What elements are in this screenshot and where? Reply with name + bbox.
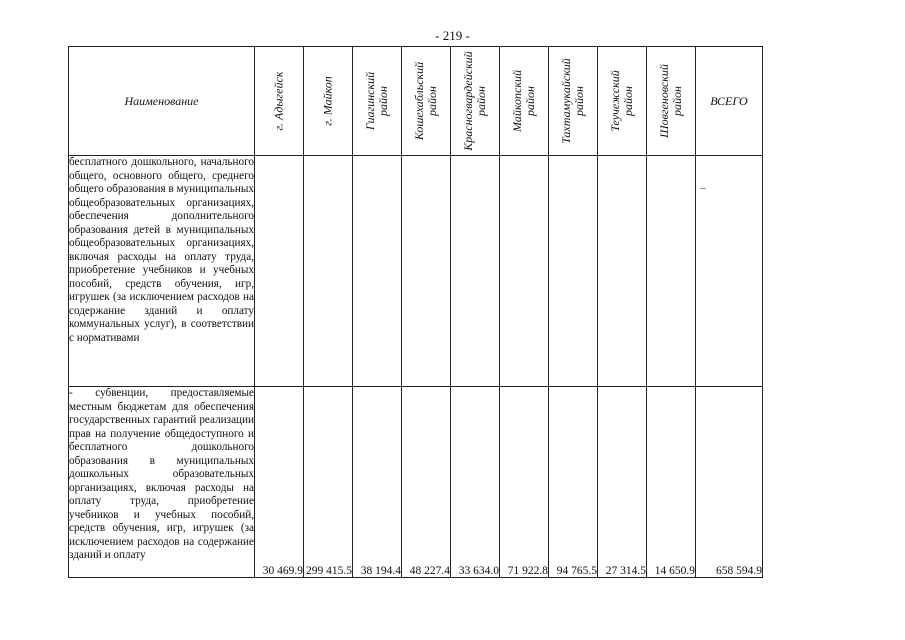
value-cell	[598, 156, 647, 387]
column-header-maykop-city	[304, 47, 353, 156]
total-cell	[696, 156, 763, 387]
page-number: - 219 -	[435, 28, 470, 43]
column-header-label: г. Адыгейск	[271, 71, 286, 131]
value-cell	[549, 156, 598, 387]
value-cell: 33 634.0	[451, 387, 500, 578]
column-header-teuchezhsky	[598, 47, 647, 156]
table-row	[69, 156, 763, 387]
value-cell	[647, 156, 696, 387]
column-header-name: Наименование	[69, 47, 255, 156]
table-header-row	[69, 47, 763, 156]
value-cell	[500, 156, 549, 387]
budget-table	[68, 46, 763, 578]
column-header-label: Красногвардейский район	[461, 51, 488, 151]
column-header-label: ВСЕГО	[710, 93, 748, 108]
row-name-cell: бесплатного дошкольного, начального общего, основного общего, среднего общего образования в муниципальных общеобразовательных организациях, обеспечения дополнительного образования детей в муниципальных общеобразовательных организациях, включая расходы на оплату труда, приобретение учебников и учебных пособий, средств обучения, игр, игрушек (за исключением расходов на содержание зданий и оплату коммунальных услуг), в соответствии с нормативами	[69, 156, 255, 387]
value-cell: 94 765.5	[549, 387, 598, 578]
value-cell	[304, 156, 353, 387]
column-header-label: Кошехабльский район	[412, 61, 439, 141]
value-cell: 27 314.5	[598, 387, 647, 578]
column-header-shovgenovsky	[647, 47, 696, 156]
column-header-label: г. Майкоп	[320, 76, 335, 126]
total-cell: 658 594.9	[696, 387, 763, 578]
value-cell	[353, 156, 402, 387]
column-header-maykopsky	[500, 47, 549, 156]
column-header-koshekhablsky	[402, 47, 451, 156]
value-cell	[451, 156, 500, 387]
table-row	[69, 387, 763, 578]
column-header-giaginsky	[353, 47, 402, 156]
column-header-takhtamukaysky	[549, 47, 598, 156]
column-header-label: Теучежский район	[608, 70, 635, 132]
column-header-label: Тахтамукайский район	[559, 58, 586, 144]
value-cell	[255, 156, 304, 387]
value-cell: 299 415.5	[304, 387, 353, 578]
column-header-label: Гиагинский район	[363, 71, 390, 131]
value-cell: 38 194.4	[353, 387, 402, 578]
column-header-total	[696, 47, 763, 156]
value-cell	[402, 156, 451, 387]
value-cell: 14 650.9	[647, 387, 696, 578]
column-header-krasnogvardeysky	[451, 47, 500, 156]
value-cell: 30 469.9	[255, 387, 304, 578]
column-header-adygeysk	[255, 47, 304, 156]
column-header-label: Майкопский район	[510, 70, 537, 132]
value-cell: 48 227.4	[402, 387, 451, 578]
value-cell: 71 922.8	[500, 387, 549, 578]
row-name-cell: - субвенции, предоставляемые местным бюджетам для обеспечения государственных гарантий реализации прав на получение общедоступного и бесплатного дошкольного образования в муниципальных дошкольных образовательных организациях, включая расходы на оплату труда, приобретение учебников и учебных пособий, средств обучения, игр, игрушек (за исключением расходов на содержание зданий и оплату	[69, 387, 255, 578]
column-header-label: Шовгеновский район	[657, 64, 684, 138]
scan-speck	[700, 188, 706, 189]
